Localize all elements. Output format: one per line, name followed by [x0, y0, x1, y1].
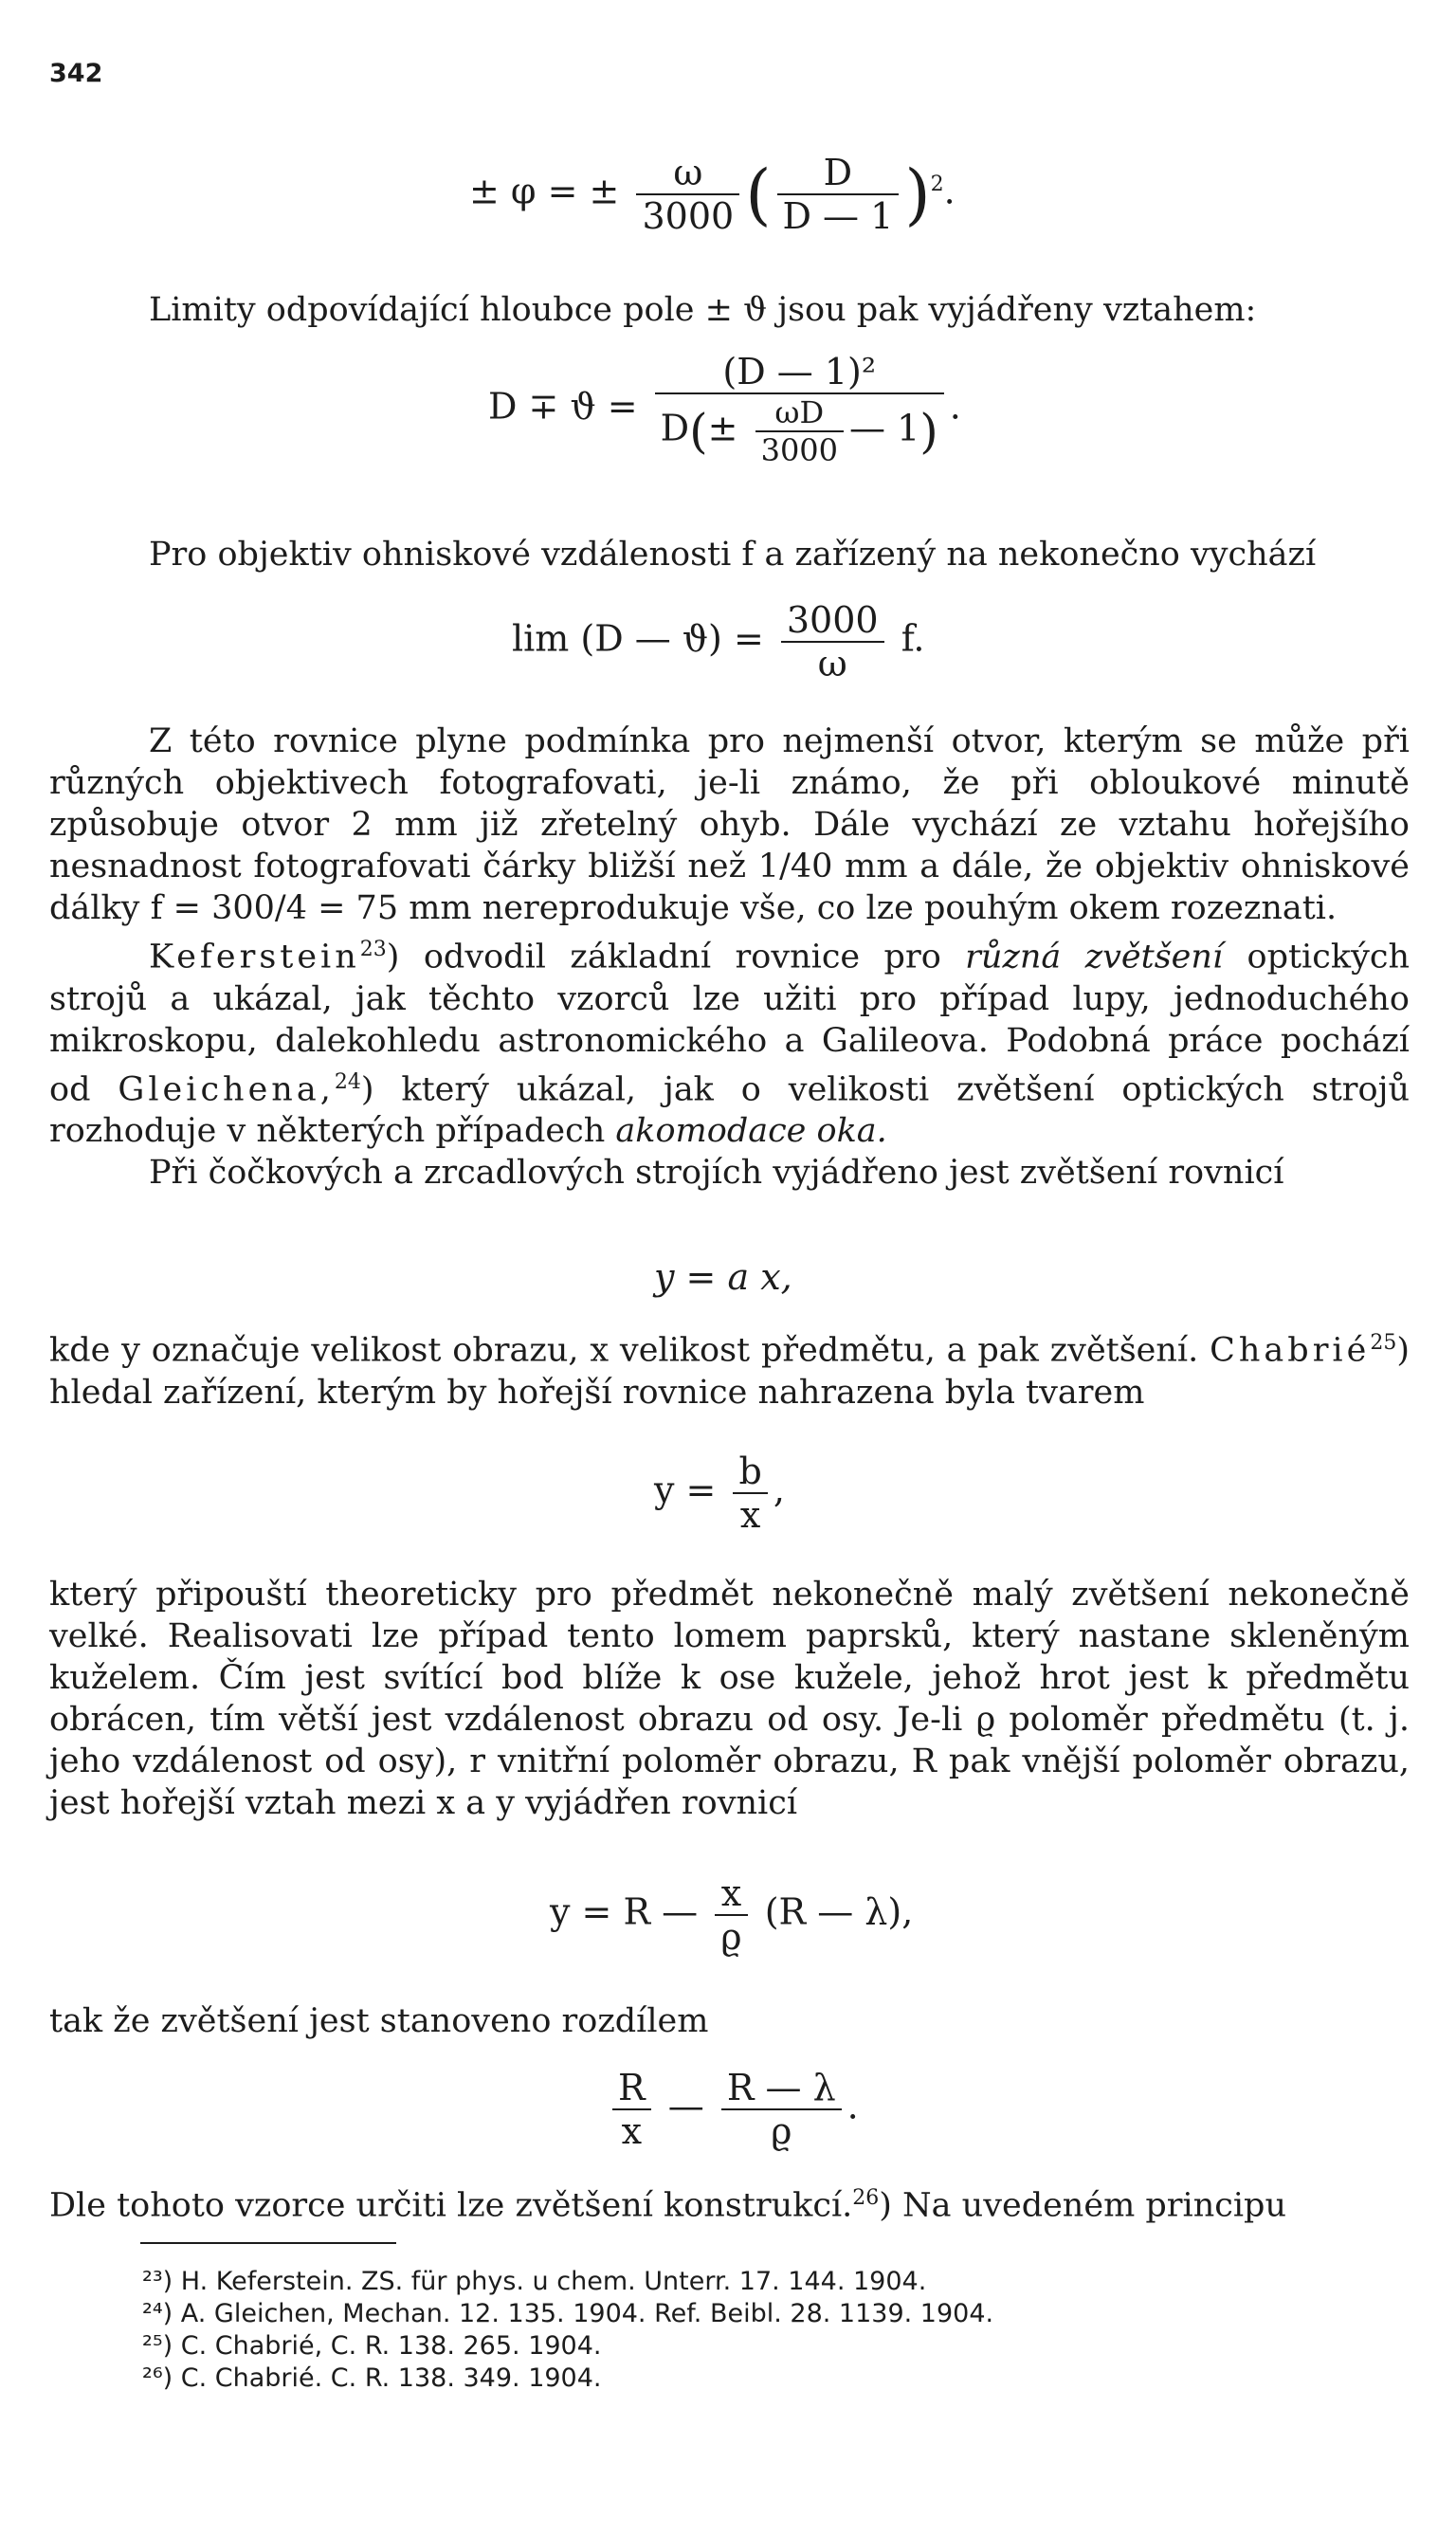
equation-7	[607, 2067, 859, 2152]
p4-italic-2: akomodace oka.	[615, 1112, 887, 1151]
paragraph-limits	[49, 289, 1410, 331]
para-p1: Limity odpovídající hloubce pole ± ϑ jsou pak vyjádřeny vztahem:	[149, 291, 1257, 329]
eq6-num: x	[720, 1872, 742, 1914]
eq7-mid: —	[667, 2085, 704, 2127]
eq1-inner-den: D — 1	[777, 193, 900, 237]
eq2-fraction	[655, 351, 944, 468]
eq2-end: .	[949, 385, 961, 428]
eq3-fraction	[781, 599, 884, 684]
para-p4	[49, 929, 1410, 1152]
p4-part-c: ) který ukázal, jak o velikosti zvětšení optických strojů rozhoduje v některých případech	[49, 1070, 1410, 1151]
paragraph-final	[49, 2178, 1410, 2227]
eq5-lhs: y =	[654, 1469, 717, 1511]
eq7-den1: x	[612, 2108, 651, 2152]
para-p9	[49, 2178, 1410, 2227]
footnote-26: ²⁶) C. Chabrié. C. R. 138. 349. 1904.	[142, 2363, 602, 2393]
p4-italic-1: různá zvětšení	[965, 938, 1224, 976]
equation-2	[488, 351, 961, 468]
ref-24: 24	[334, 1069, 361, 1094]
author-gleichen: Gleichena,	[118, 1070, 335, 1109]
eq7-fraction-2	[721, 2067, 842, 2152]
eq2-den-tail: — 1	[849, 407, 920, 449]
eq2-lhs: D ∓ ϑ =	[488, 385, 638, 428]
eq1-exponent: 2	[930, 172, 944, 196]
footnote-24: ²⁴) A. Gleichen, Mechan. 12. 135. 1904. Ref. Beibl. 28. 1139. 1904.	[142, 2299, 994, 2328]
para-p3: Z této rovnice plyne podmínka pro nejmenší otvor, kterým se může při různých objektivech fotografovati, je-li známo, že při obloukové minutě způsobuje otvor 2 mm již zřetelný ohyb. Dále vychází ze vztahu hořejšího nesnadnost fotografovati čárky bližší než 1/40 mm a dále, že objektiv ohniskové dálky f = 300/4 = 75 mm nereprodukuje vše, co lze pouhým okem rozeznati.	[49, 722, 1410, 927]
eq2-den: D(± $\frac{\omega D}{3000}$ — 1)	[655, 392, 944, 468]
paragraph-objective	[49, 534, 1410, 575]
footnote-25: ²⁵) C. Chabrié, C. R. 138. 265. 1904.	[142, 2331, 602, 2361]
equation-1: ± φ = ± $\frac{\omega}{3000}$ ( $\frac{D}{D — 1}$ )$^2$.	[469, 152, 956, 237]
eq5-num: b	[738, 1450, 762, 1492]
ref-25: 25	[1370, 1331, 1397, 1355]
equation-4	[654, 1256, 792, 1298]
p4-part-b: optických strojů a ukázal, jak těchto vzorců lze užiti pro případ lupy, jednoduchého mikroskopu, dalekohledu astronomického a Galileova. Podobná práce pochází od	[49, 938, 1410, 1109]
eq2-den-pre: D	[660, 407, 690, 449]
para-p5: Při čočkových a zrcadlových strojích vyjádřeno jest zvětšení rovnicí	[149, 1154, 1284, 1193]
eq2-num: (D — 1)²	[722, 351, 877, 392]
para-p8: tak že zvětšení jest stanoveno rozdílem	[49, 2002, 709, 2040]
eq1-fraction	[636, 152, 739, 237]
eq1-tail: .	[943, 170, 956, 212]
author-chabrie: Chabrié	[1210, 1331, 1371, 1370]
p9-part-a: Dle tohoto vzorce určiti lze zvětšení konstrukcí.	[49, 2186, 853, 2225]
para-p7: který připouští theoreticky pro předmět nekonečně malý zvětšení nekonečně velké. Realisovati lze případ tento lomem paprsků, který nastane skleněným kuželem. Čím jest svítící bod blíže k ose kužele, jehož hrot jest k předmětu obrácen, tím větší jest vzdálenost obrazu od osy. Je-li ϱ poloměr předmětu (t. j. jeho vzdálenost od osy), r vnitřní poloměr obrazu, R pak vnější poloměr obrazu, jest hořejší vztah mezi x a y vyjádřen rovnicí	[49, 1576, 1410, 1822]
footnote-divider	[140, 2242, 396, 2244]
eq7-fraction-1	[612, 2067, 651, 2152]
paragraph-difference	[49, 2000, 1410, 2042]
eq1-inner-fraction	[777, 152, 900, 237]
eq7-tail: .	[846, 2085, 859, 2127]
eq4-text: y = a x,	[654, 1256, 792, 1298]
eq3-num: 3000	[786, 599, 879, 641]
eq1-lhs: ± φ = ±	[469, 170, 620, 212]
paragraph-chabrie	[49, 1323, 1410, 1414]
eq5-den: x	[733, 1492, 767, 1536]
eq7-num2: R — λ	[726, 2067, 836, 2108]
eq3-den: ω	[781, 641, 884, 684]
eq6-den: ϱ	[715, 1914, 747, 1958]
eq3-lhs: lim (D — ϑ) =	[512, 617, 764, 660]
eq2-den-sign: ±	[707, 407, 738, 449]
eq2-den-frac-num: ωD	[774, 394, 825, 430]
footnotes	[142, 2266, 993, 2395]
para-p6	[49, 1323, 1410, 1414]
page-number: 342	[49, 59, 103, 88]
equation-5	[654, 1450, 785, 1536]
p4-part-a: ) odvodil základní rovnice pro	[386, 938, 966, 976]
eq3-tail: f.	[901, 617, 925, 660]
eq6-lhs: y = R —	[550, 1890, 699, 1933]
eq1-frac-num: ω	[673, 152, 703, 193]
equation-3	[512, 599, 924, 684]
p6-part-a: kde y označuje velikost obrazu, x velikost předmětu, a pak zvětšení.	[49, 1331, 1210, 1370]
footnote-23: ²³) H. Keferstein. ZS. für phys. u chem. Unterr. 17. 144. 1904.	[142, 2267, 927, 2296]
eq1-inner-num: D	[823, 152, 853, 193]
equation-6	[550, 1872, 913, 1958]
eq2-den-fraction	[755, 394, 844, 468]
p6-part-b: ) hledal zařízení, kterým by hořejší rovnice nahrazena byla tvarem	[49, 1331, 1410, 1412]
eq6-tail: (R — λ),	[764, 1890, 914, 1933]
ref-26: 26	[852, 2186, 880, 2210]
eq2-den-frac-den: 3000	[755, 430, 844, 468]
eq7-num1: R	[618, 2067, 646, 2108]
author-keferstein: Keferstein	[149, 938, 360, 976]
eq5-fraction	[733, 1450, 767, 1536]
ref-23: 23	[359, 938, 387, 961]
paragraph-cone	[49, 1574, 1410, 1824]
eq7-den2: ϱ	[721, 2108, 842, 2152]
main-text-block	[49, 721, 1410, 1194]
eq1-frac-den: 3000	[636, 193, 739, 237]
eq6-fraction	[715, 1872, 747, 1958]
eq5-tail: ,	[773, 1469, 785, 1511]
para-p2: Pro objektiv ohniskové vzdálenosti f a zařízený na nekonečno vychází	[149, 536, 1317, 574]
p9-part-b: ) Na uvedeném principu	[879, 2186, 1286, 2225]
